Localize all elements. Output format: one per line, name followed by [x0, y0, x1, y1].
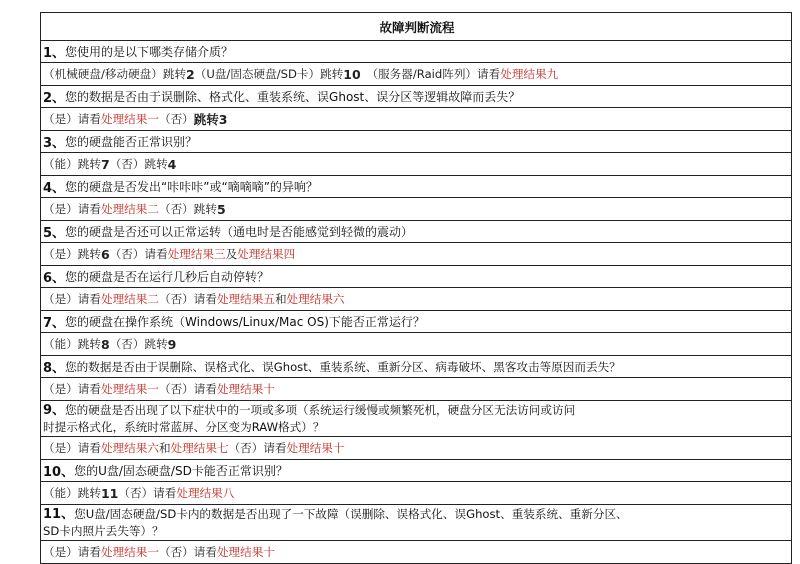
- answer-text: （否）: [158, 112, 194, 126]
- answer-text: （是）请看: [43, 441, 101, 455]
- answer-6: [41, 288, 791, 311]
- result-link: 处理结果二: [100, 292, 159, 306]
- result-link: 处理结果八: [176, 486, 235, 500]
- jump-target: 5: [216, 201, 226, 217]
- answer-8: [41, 378, 791, 401]
- result-link: 处理结果三: [167, 247, 226, 261]
- answer-text: 及: [225, 247, 238, 261]
- answer-1: [41, 63, 791, 86]
- answer-text: （机械硬盘/移动硬盘）跳转: [43, 67, 187, 81]
- answer-9: [41, 437, 791, 460]
- result-link: 处理结果一: [100, 112, 159, 126]
- jump-target: 11: [100, 485, 119, 501]
- answer-text: （否）跳转: [109, 157, 168, 171]
- answer-text: （否）请看: [158, 292, 217, 306]
- question-number: 2、: [43, 91, 66, 106]
- question-number: 10、: [43, 465, 75, 480]
- question-text: 您使用的是以下哪类存储介质？: [65, 45, 234, 59]
- question-number: 6、: [43, 271, 66, 286]
- question-text: 您的硬盘是否在运行几秒后自动停转？: [65, 270, 270, 284]
- question-text: 您的数据是否由于误删除、格式化、重装系统、误Ghost、误分区等逻辑故障而丢失？: [65, 90, 521, 104]
- question-number: 8、: [43, 361, 66, 376]
- question-number: 11、: [43, 507, 75, 522]
- answer-2: [41, 108, 791, 131]
- answer-text: （是）跳转: [43, 247, 101, 261]
- answer-text: （能）跳转: [43, 157, 101, 171]
- question-text: 您的硬盘在操作系统（Windows/Linux/Mac OS)下能否正常运行？: [65, 315, 425, 329]
- question-number: 1、: [43, 46, 66, 61]
- answer-text: （是）请看: [43, 292, 101, 306]
- question-text: 您的数据是否由于误删除、误格式化、误Ghost、重装系统、重新分区、病毒破坏、黑客攻击等原因而丢失？: [65, 359, 621, 374]
- answer-11: [41, 541, 791, 564]
- result-link: 处理结果七: [170, 441, 229, 455]
- answer-3: [41, 153, 791, 176]
- question-text-line2: SD卡内照片丢失等）？: [43, 524, 164, 538]
- question-10: [41, 460, 791, 482]
- answer-text: 和: [158, 441, 171, 455]
- jump-target: 10: [343, 66, 361, 82]
- question-number: 9、: [43, 403, 66, 418]
- flowchart-table: [40, 12, 792, 564]
- answer-text: （否）请看: [118, 486, 177, 500]
- answer-text: （否）跳转: [109, 337, 168, 351]
- jump-target: 跳转3: [193, 112, 228, 127]
- question-3: [41, 131, 791, 153]
- jump-target: 6: [100, 246, 110, 262]
- question-9: [41, 401, 791, 437]
- question-7: [41, 311, 791, 333]
- question-11: [41, 505, 791, 541]
- question-text: 您的硬盘是否还可以正常运转（通电时是否能感觉到轻微的震动）: [65, 225, 414, 239]
- answer-text: （能）跳转: [43, 486, 101, 500]
- answer-text: （否）请看: [158, 382, 217, 396]
- jump-target: 8: [100, 336, 110, 352]
- answer-text: 和: [274, 292, 287, 306]
- answer-text: （否）请看: [228, 441, 287, 455]
- answer-text: （U盘/固态硬盘/SD卡）跳转: [194, 67, 344, 81]
- answer-5: [41, 243, 791, 266]
- question-text: 您的硬盘是否发出“咔咔咔”或“嘀嘀嘀”的异响？: [65, 180, 318, 194]
- jump-target: 9: [167, 336, 177, 352]
- jump-target: 4: [167, 156, 177, 172]
- question-text-line2: 时提示格式化，系统时常蓝屏、分区变为RAW格式）？: [43, 420, 325, 434]
- answer-text: （否）请看: [158, 545, 217, 559]
- result-link: 处理结果六: [100, 441, 159, 455]
- question-6: [41, 266, 791, 288]
- question-text: 您的U盘/固态硬盘/SD卡能否正常识别？: [74, 464, 288, 478]
- jump-target: 7: [100, 156, 110, 172]
- answer-10: [41, 482, 791, 505]
- question-2: [41, 86, 791, 108]
- question-text-line1: 您的硬盘是否出现了以下症状中的一项或多项（系统运行缓慢或频繁死机，硬盘分区无法访问或访问: [65, 403, 576, 417]
- answer-text: （否）跳转: [158, 202, 217, 216]
- question-number: 7、: [43, 316, 66, 331]
- result-link: 处理结果六: [286, 292, 345, 306]
- result-link: 处理结果五: [216, 292, 275, 306]
- result-link: 处理结果一: [100, 382, 159, 396]
- question-number: 3、: [43, 136, 66, 151]
- question-1: [41, 41, 791, 63]
- result-link: 处理结果十: [216, 545, 275, 559]
- answer-7: [41, 333, 791, 356]
- table-title: 故障判断流程: [41, 13, 791, 41]
- question-number: 4、: [43, 181, 66, 196]
- question-text-line1: 您U盘/固态硬盘/SD卡内的数据是否出现了一下故障（误删除、误格式化、误Ghost、重装系统、重新分区、: [74, 507, 628, 521]
- answer-4: [41, 198, 791, 221]
- answer-text: （是）请看: [43, 202, 101, 216]
- answer-text: （是）请看: [43, 112, 101, 126]
- answer-text: （能）跳转: [43, 337, 101, 351]
- answer-text: （服务器/Raid阵列）请看: [360, 67, 501, 81]
- answer-text: （是）请看: [43, 545, 101, 559]
- question-8: [41, 356, 791, 378]
- question-number: 5、: [43, 226, 66, 241]
- jump-target: 2: [186, 66, 195, 82]
- result-link: 处理结果十: [286, 441, 345, 455]
- answer-text: （否）请看: [109, 247, 168, 261]
- question-4: [41, 176, 791, 198]
- question-text: 您的硬盘能否正常识别？: [65, 135, 198, 149]
- result-link: 处理结果二: [100, 202, 159, 216]
- result-link: 处理结果一: [100, 545, 159, 559]
- result-link: 处理结果九: [500, 67, 559, 81]
- result-link: 处理结果十: [216, 382, 275, 396]
- answer-text: （是）请看: [43, 382, 101, 396]
- result-link: 处理结果四: [237, 247, 296, 261]
- question-5: [41, 221, 791, 243]
